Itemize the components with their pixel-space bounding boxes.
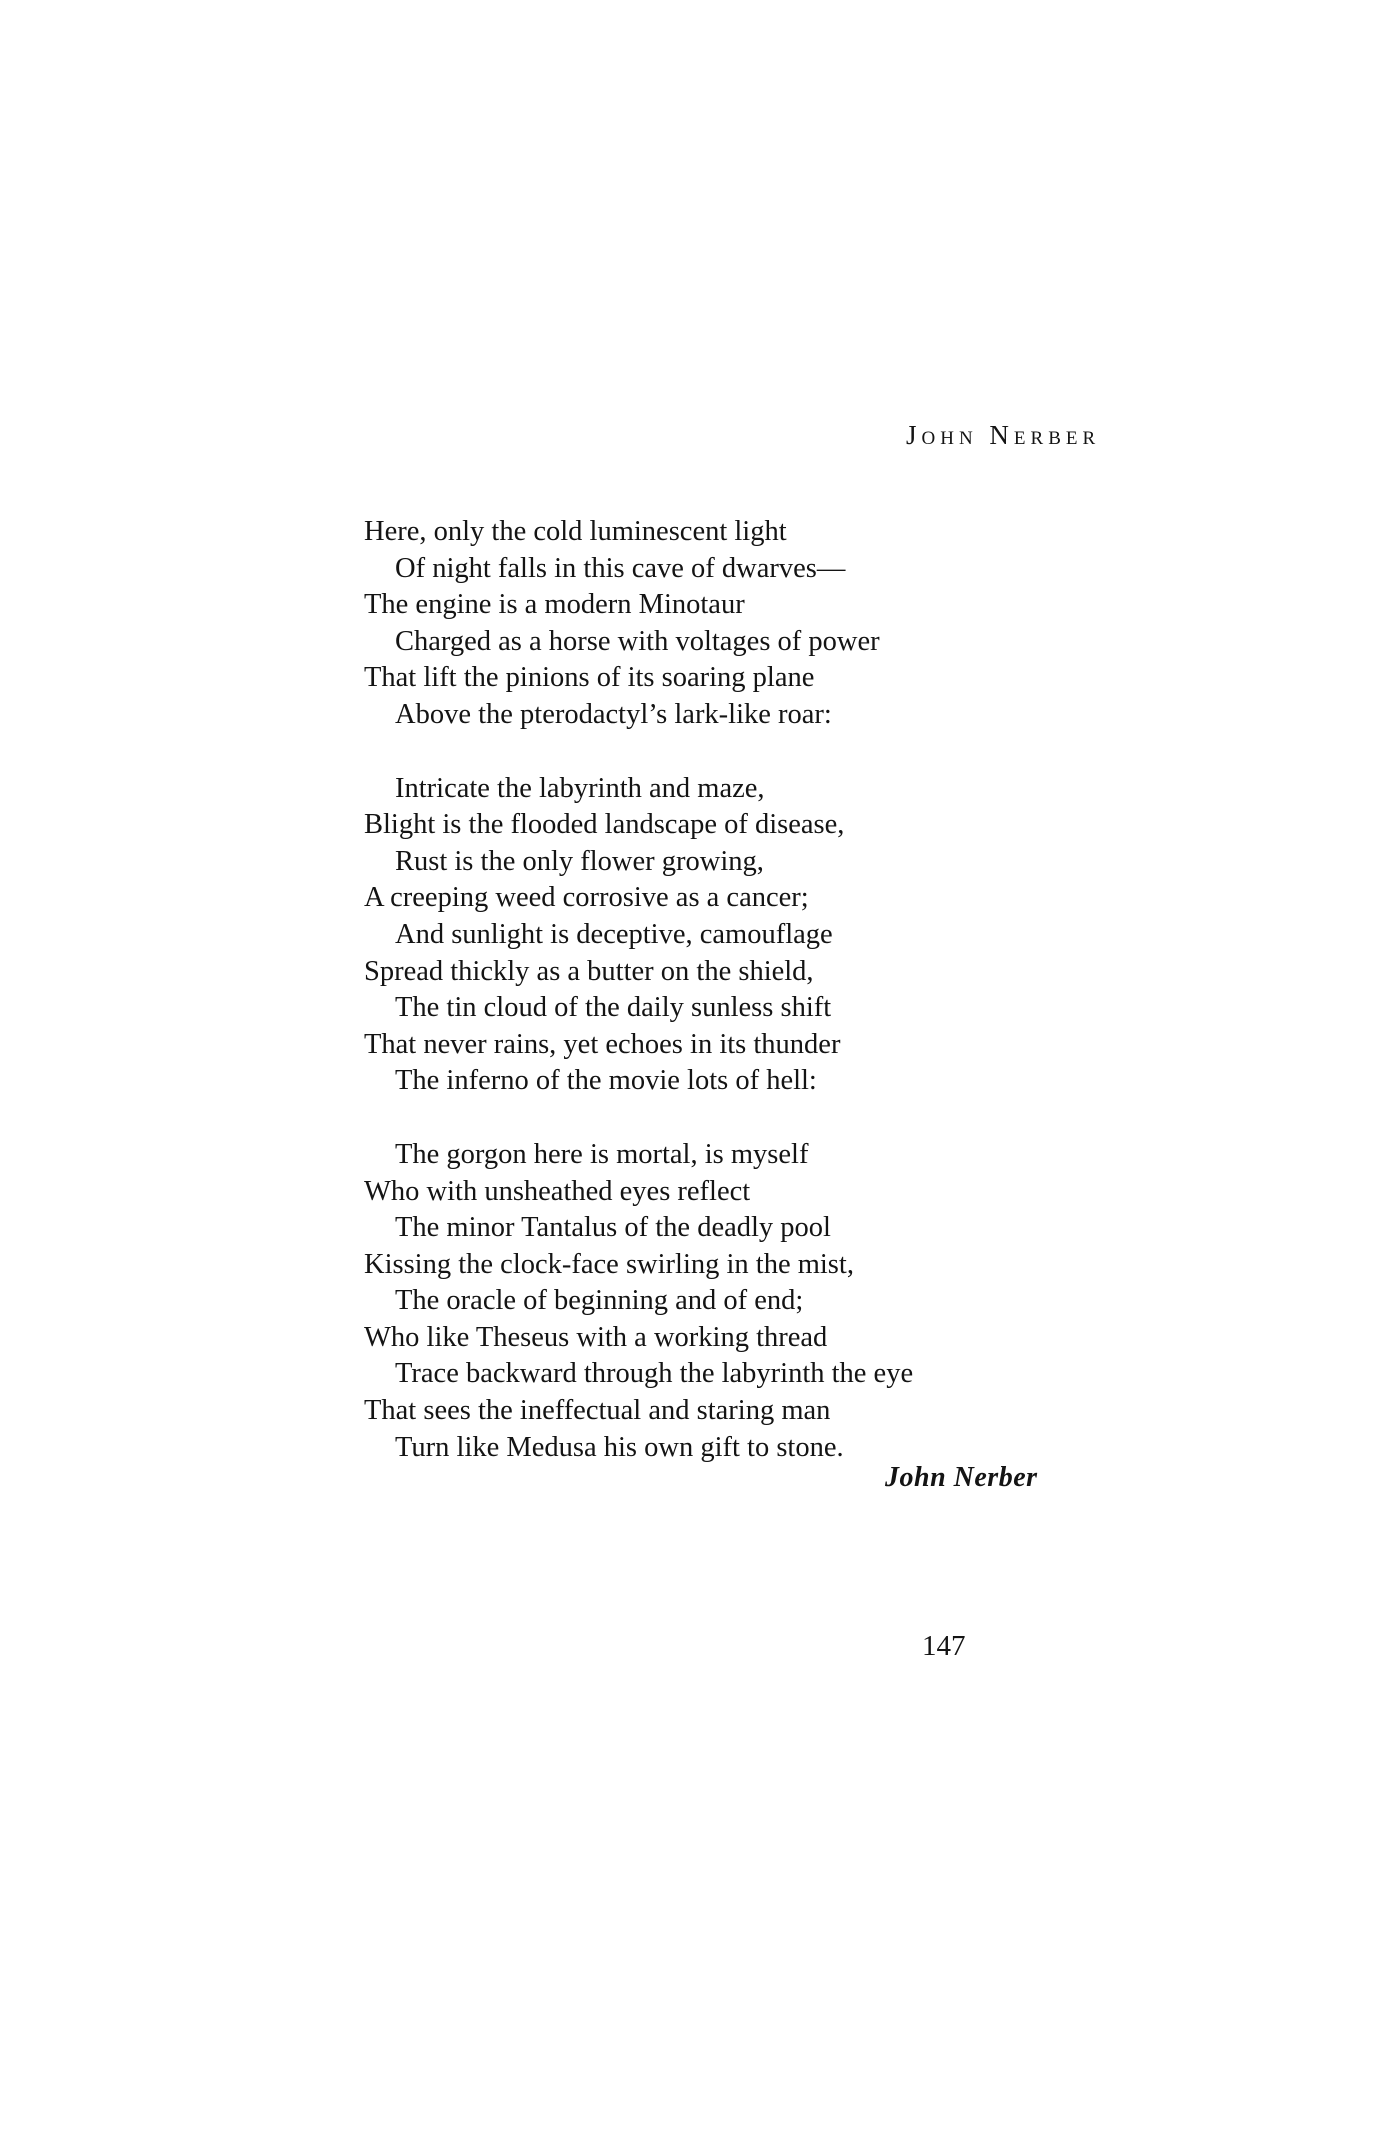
poem-line: And sunlight is deceptive, camouflage	[395, 918, 833, 950]
poem-line: Turn like Medusa his own gift to stone.	[395, 1431, 844, 1463]
poem-line: Rust is the only flower growing,	[395, 845, 764, 877]
poem-line: The tin cloud of the daily sunless shift	[395, 992, 832, 1024]
poem-line: That sees the ineffectual and staring man	[364, 1395, 831, 1427]
poem-line: Blight is the flooded landscape of disease,	[364, 809, 845, 841]
poem-line: Of night falls in this cave of dwarves—	[395, 552, 846, 584]
stanza-3	[364, 1137, 1124, 1466]
poem-line: That lift the pinions of its soaring plane	[364, 662, 815, 694]
poem	[364, 514, 1124, 1503]
poem-line: Who like Theseus with a working thread	[364, 1321, 828, 1353]
stanza-1	[364, 514, 1124, 734]
poem-line: The engine is a modern Minotaur	[364, 589, 745, 621]
poem-line: Charged as a horse with voltages of power	[395, 625, 880, 657]
poem-line: Kissing the clock-face swirling in the mist,	[364, 1248, 854, 1280]
poem-line: Above the pterodactyl’s lark-like roar:	[395, 698, 832, 730]
stanza-2	[364, 771, 1124, 1100]
poem-line: Who with unsheathed eyes reflect	[364, 1175, 751, 1207]
poem-line: Spread thickly as a butter on the shield,	[364, 955, 814, 987]
author-signature: John Nerber	[885, 1462, 1038, 1493]
poem-line: Intricate the labyrinth and maze,	[395, 772, 765, 804]
poem-line: Here, only the cold luminescent light	[364, 516, 787, 547]
poem-line: The oracle of beginning and of end;	[395, 1285, 804, 1317]
poem-line: The gorgon here is mortal, is myself	[395, 1138, 809, 1170]
poem-line: That never rains, yet echoes in its thunder	[364, 1028, 841, 1060]
poem-line: Trace backward through the labyrinth the eye	[395, 1358, 914, 1390]
poem-line: A creeping weed corrosive as a cancer;	[364, 882, 809, 914]
poem-line: The inferno of the movie lots of hell:	[395, 1065, 817, 1097]
page-number: 147	[922, 1630, 966, 1662]
running-head: John Nerber	[906, 420, 1101, 450]
poem-line: The minor Tantalus of the deadly pool	[395, 1212, 831, 1244]
